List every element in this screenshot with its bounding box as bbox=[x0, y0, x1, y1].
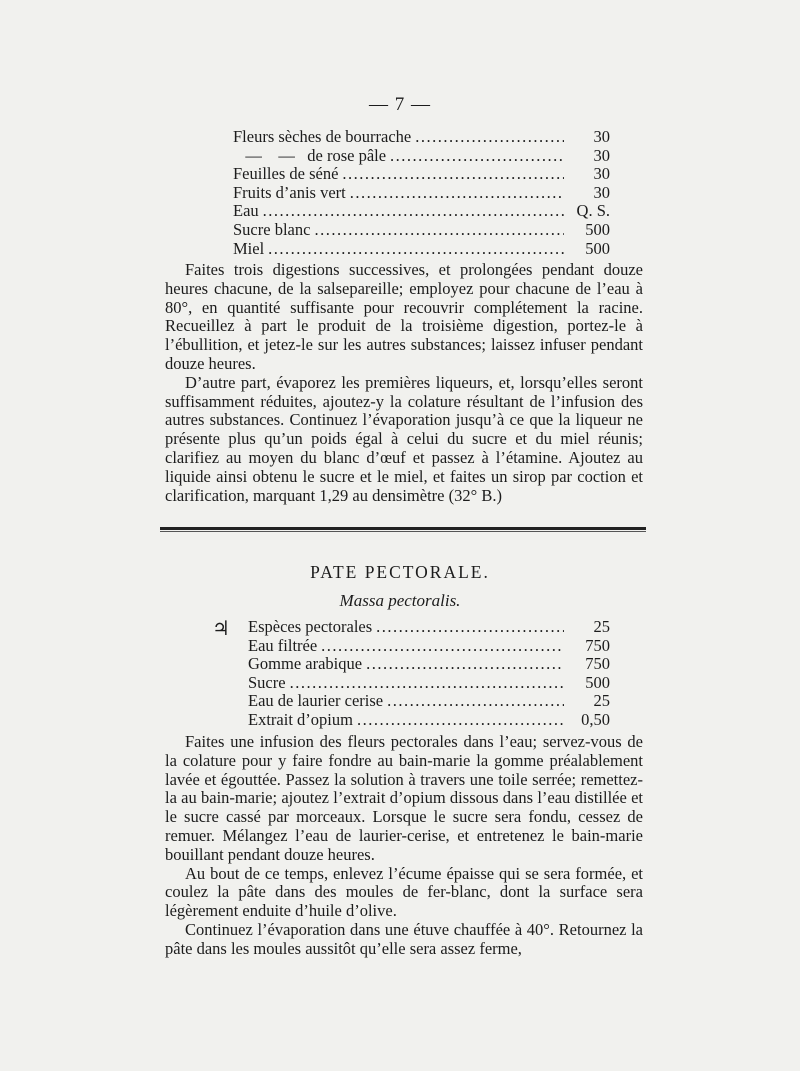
ingredient-label: Extrait d’opium bbox=[248, 709, 353, 729]
ingredient-label: Eau bbox=[233, 201, 259, 221]
ingredient-row bbox=[248, 674, 610, 693]
leader-dots bbox=[366, 655, 564, 674]
ingredient-list-paste bbox=[248, 618, 610, 730]
ingredient-row bbox=[233, 165, 610, 184]
ingredient-label: Miel bbox=[233, 238, 265, 258]
ingredient-quantity: 30 bbox=[593, 182, 610, 202]
ingredient-row bbox=[233, 202, 610, 221]
section-divider bbox=[160, 527, 646, 530]
leader-dots bbox=[357, 711, 564, 730]
ingredient-quantity: 750 bbox=[585, 654, 610, 674]
ingredient-label: Sucre bbox=[248, 672, 286, 692]
ingredient-label: Espèces pectorales bbox=[248, 617, 373, 636]
ingredient-row bbox=[248, 692, 610, 711]
ingredient-quantity: 30 bbox=[593, 145, 610, 165]
leader-dots bbox=[321, 637, 564, 656]
ingredient-quantity: Q. S. bbox=[576, 201, 610, 221]
ingredient-row bbox=[233, 240, 610, 259]
ingredient-quantity: 500 bbox=[585, 238, 610, 258]
ingredient-row bbox=[233, 128, 610, 147]
instructions-syrup bbox=[165, 261, 643, 505]
leader-dots bbox=[314, 221, 564, 240]
paragraph: Continuez l’évaporation dans une étuve chauffée à 40°. Retournez la pâte dans les moules aussitôt qu’elle sera assez ferme, bbox=[165, 919, 643, 958]
ingredient-label: Gomme arabique bbox=[248, 654, 363, 674]
ingredient-label: Feuilles de séné bbox=[233, 164, 339, 184]
leader-dots bbox=[376, 618, 564, 637]
ingredient-row bbox=[248, 637, 610, 656]
section-title: PATE PECTORALE. bbox=[310, 562, 490, 582]
ingredient-row bbox=[248, 711, 610, 730]
paragraph: Au bout de ce temps, enlevez l’écume épaisse qui se sera formée, et coulez la pâte dans des moules de fer-blanc, dont la surface sera légèrement enduite d’huile d’olive. bbox=[165, 863, 643, 921]
leader-dots bbox=[387, 692, 564, 711]
ingredient-row bbox=[233, 147, 610, 166]
ingredient-quantity: 500 bbox=[585, 672, 610, 692]
page-number: — 7 — bbox=[369, 94, 431, 115]
recipe-symbol-icon: ♃ bbox=[212, 618, 230, 640]
leader-dots bbox=[350, 184, 564, 203]
leader-dots bbox=[415, 128, 564, 147]
ingredient-row bbox=[233, 221, 610, 240]
ingredient-list-syrup bbox=[233, 128, 610, 258]
ingredient-label: Eau de laurier cerise bbox=[248, 691, 384, 711]
ingredient-quantity: 750 bbox=[585, 635, 610, 655]
ingredient-quantity: 25 bbox=[593, 691, 610, 711]
ingredient-row bbox=[248, 655, 610, 674]
ingredient-quantity: 500 bbox=[585, 219, 610, 239]
ingredient-quantity: 0,50 bbox=[581, 709, 610, 729]
leader-dots bbox=[390, 147, 564, 166]
ingredient-row bbox=[248, 618, 610, 637]
section-subtitle: Massa pectoralis. bbox=[339, 591, 461, 610]
ingredient-label: Fleurs sèches de bourrache bbox=[233, 127, 412, 146]
ingredient-label: Sucre blanc bbox=[233, 219, 311, 239]
ingredient-quantity: 30 bbox=[593, 127, 610, 146]
leader-dots bbox=[268, 240, 564, 259]
ingredient-label: Fruits d’anis vert bbox=[233, 182, 346, 202]
leader-dots bbox=[342, 165, 564, 184]
leader-dots bbox=[263, 202, 564, 221]
paragraph: D’autre part, évaporez les premières liqueurs, et, lorsqu’elles seront suffisamment réduites, ajoutez-y la colature résultant de l’infusion des autres substances. Continuez l’évaporation jusqu’à ce que la liqueur ne présente plus qu’un poids égal à celui du sucre et du miel réunis; clarifiez au moyen du blanc d’œuf et passez à l’étamine. Ajoutez au liquide ainsi obtenu le sucre et le miel, et faites un sirop par coction et clarification, marquant 1,29 au densimètre (32° B.) bbox=[165, 372, 643, 505]
ingredient-quantity: 30 bbox=[593, 164, 610, 184]
ingredient-label: — — de rose pâle bbox=[233, 145, 387, 165]
instructions-paste bbox=[165, 733, 643, 959]
section-divider-thin bbox=[160, 531, 646, 532]
ingredient-quantity: 25 bbox=[593, 617, 610, 636]
paragraph: Faites une infusion des fleurs pectorales dans l’eau; servez-vous de la colature pour y faire fondre au bain-marie la gomme préalablement lavée et égouttée. Passez la solution à travers une toile serrée; remettez-la au bain-marie; ajoutez l’extrait d’opium dissous dans l’eau distillée et le sucre cassé par morceaux. Lorsque le sucre sera fondu, cessez de remuer. Mélangez l’eau de laurier-cerise, et entretenez le bain-marie bouillant pendant douze heures. bbox=[165, 732, 643, 864]
leader-dots bbox=[290, 674, 564, 693]
paragraph: Faites trois digestions successives, et prolongées pendant douze heures chacune, de la salsepareille; employez pour chacune de l’eau à 80°, en quantité suffisante pour recouvrir complétement la racine. Recueillez à part le produit de la troisième digestion, portez-le à l’ébullition, et jetez-le sur les autres substances; laissez infuser pendant douze heures. bbox=[165, 260, 643, 373]
ingredient-label: Eau filtrée bbox=[248, 635, 318, 655]
ingredient-row bbox=[233, 184, 610, 203]
